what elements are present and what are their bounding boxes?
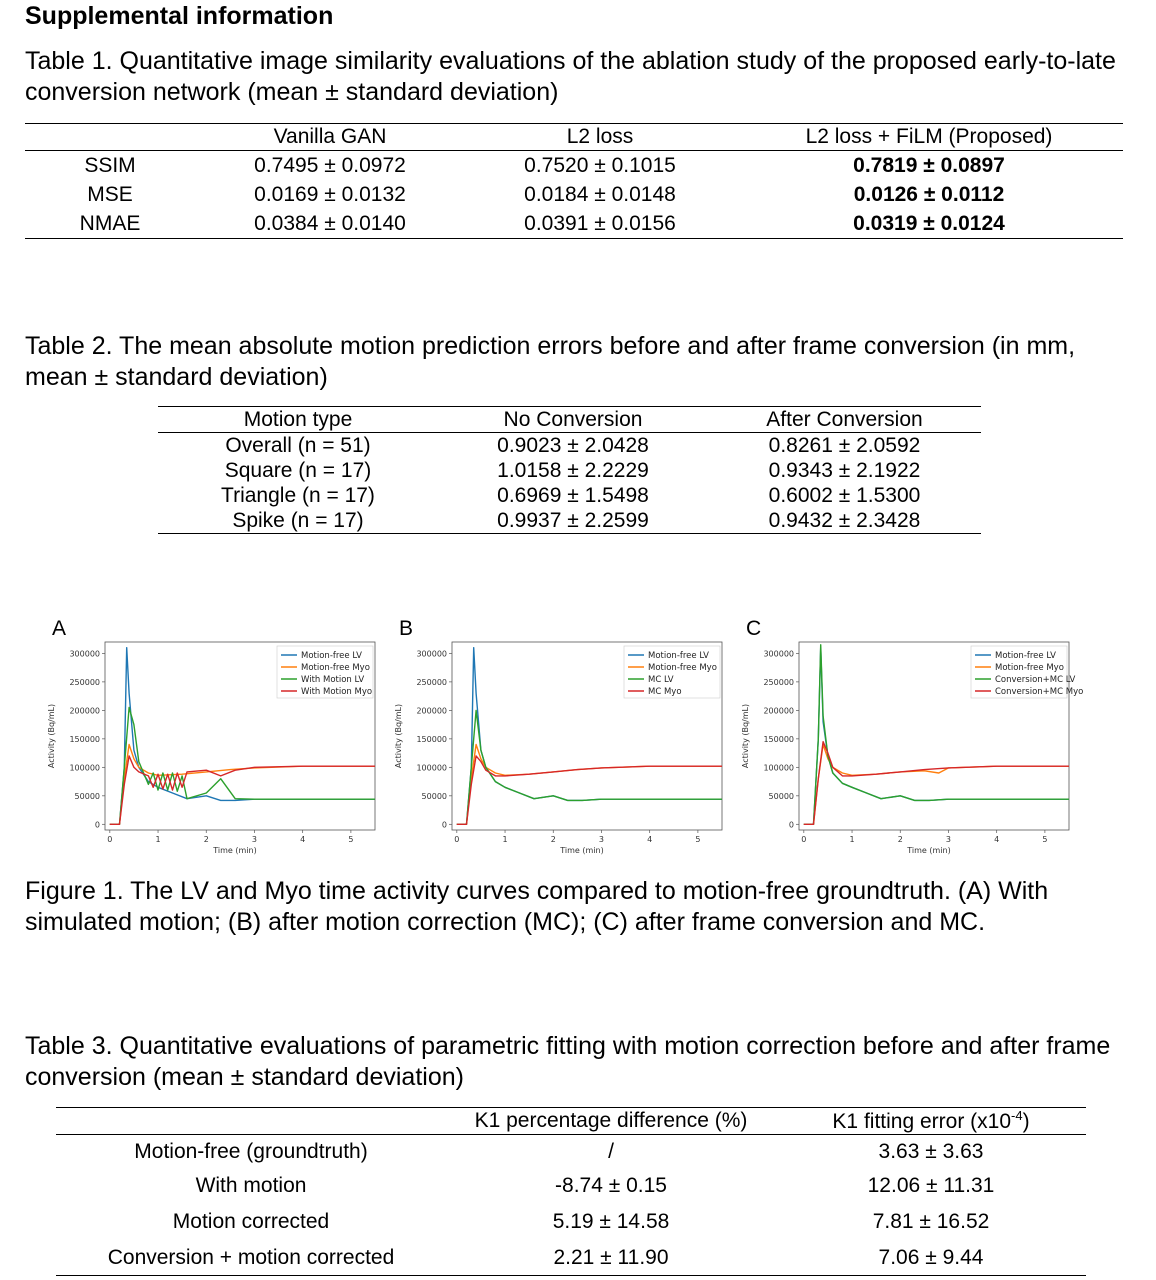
table-cell-best: 0.7819 ± 0.0897 bbox=[853, 153, 1005, 177]
chart-a bbox=[40, 615, 385, 865]
table-row bbox=[56, 1241, 1086, 1276]
y-tick-label: 50000 bbox=[74, 791, 100, 801]
row-label: NMAE bbox=[79, 211, 141, 235]
table-row bbox=[158, 508, 981, 534]
panel-letter-a: A bbox=[52, 617, 67, 640]
y-tick-label: 300000 bbox=[763, 649, 794, 659]
table3-header-k1-fitting-error bbox=[776, 1108, 1086, 1135]
table2-caption: Table 2. The mean absolute motion prediction errors before and after frame conversion (in mm, mean ± standard deviation) bbox=[25, 332, 1076, 391]
table-cell: 3.63 ± 3.63 bbox=[878, 1140, 984, 1163]
table-cell: 5.19 ± 14.58 bbox=[552, 1210, 670, 1233]
table-cell: 2.21 ± 11.90 bbox=[553, 1246, 669, 1269]
table1-caption: Table 1. Quantitative image similarity evaluations of the ablation study of the proposed early-to-late conversion network (mean ± standard deviation) bbox=[25, 47, 1116, 106]
row-label: SSIM bbox=[84, 153, 136, 177]
x-tick-label: 5 bbox=[348, 835, 354, 844]
table-cell-best: 0.0126 ± 0.0112 bbox=[853, 182, 1005, 206]
x-tick-label: 2 bbox=[897, 835, 903, 844]
y-tick-label: 50000 bbox=[768, 791, 794, 801]
table-row bbox=[158, 458, 981, 483]
table-cell: 0.0184 ± 0.0148 bbox=[524, 182, 676, 206]
series-line-2 bbox=[457, 745, 722, 825]
table-cell: 7.06 ± 9.44 bbox=[878, 1246, 984, 1269]
y-tick-label: 100000 bbox=[416, 763, 447, 773]
figure1-panel-a bbox=[40, 615, 385, 865]
table-cell: 0.0384 ± 0.0140 bbox=[254, 211, 406, 235]
legend-label: Motion-free LV bbox=[301, 651, 362, 661]
x-tick-label: 4 bbox=[300, 835, 306, 844]
table2-header-no-conversion: No Conversion bbox=[438, 407, 708, 433]
x-tick-label: 2 bbox=[550, 835, 556, 844]
x-tick-label: 0 bbox=[801, 835, 807, 844]
table-cell: 1.0158 ± 2.2229 bbox=[497, 458, 649, 482]
row-label: Motion-free (groundtruth) bbox=[134, 1140, 368, 1163]
table-cell: -8.74 ± 0.15 bbox=[555, 1174, 667, 1197]
series-line-3 bbox=[457, 710, 722, 824]
table1-header-l2-loss: L2 loss bbox=[465, 124, 735, 151]
header-superscript: -4 bbox=[1011, 1108, 1023, 1123]
x-axis-label: Time (min) bbox=[213, 846, 257, 855]
y-tick-label: 200000 bbox=[763, 706, 794, 716]
table-cell: 0.9432 ± 2.3428 bbox=[768, 508, 921, 532]
table-cell: 0.0169 ± 0.0132 bbox=[254, 182, 406, 206]
y-tick-label: 100000 bbox=[69, 763, 100, 773]
header-text-end: ) bbox=[1022, 1110, 1030, 1133]
table-row bbox=[56, 1203, 1086, 1241]
legend-label: MC Myo bbox=[648, 687, 682, 697]
supplemental-heading: Supplemental information bbox=[25, 2, 334, 30]
x-tick-label: 3 bbox=[598, 835, 605, 844]
table-cell: 7.81 ± 16.52 bbox=[872, 1210, 990, 1233]
y-tick-label: 0 bbox=[94, 820, 100, 830]
table-cell: 0.9937 ± 2.2599 bbox=[497, 508, 649, 532]
table3-header-k1-percentage: K1 percentage difference (%) bbox=[446, 1108, 776, 1135]
y-tick-label: 250000 bbox=[69, 677, 100, 687]
x-tick-label: 4 bbox=[647, 835, 653, 844]
y-tick-label: 150000 bbox=[763, 734, 794, 744]
y-tick-label: 200000 bbox=[69, 706, 100, 716]
x-tick-label: 5 bbox=[695, 835, 701, 844]
y-tick-label: 100000 bbox=[763, 763, 794, 773]
legend-label: Motion-free Myo bbox=[301, 663, 370, 673]
table-cell: 0.9023 ± 2.0428 bbox=[497, 433, 649, 457]
table-row bbox=[56, 1169, 1086, 1203]
series-line-4 bbox=[804, 742, 1069, 825]
x-tick-label: 1 bbox=[849, 835, 855, 844]
series-line-4 bbox=[457, 756, 722, 824]
row-label: With motion bbox=[195, 1174, 307, 1197]
x-tick-label: 0 bbox=[454, 835, 460, 844]
legend-label: Motion-free LV bbox=[648, 651, 709, 661]
table-cell: 0.6002 ± 1.5300 bbox=[768, 483, 921, 507]
table1-header-proposed: L2 loss + FiLM (Proposed) bbox=[735, 124, 1123, 151]
legend-label: With Motion Myo bbox=[301, 687, 373, 697]
table-cell: 0.7520 ± 0.1015 bbox=[524, 153, 676, 177]
figure1-caption: Figure 1. The LV and Myo time activity curves compared to motion-free groundtruth. (A) With simulated motion; (B) after motion correction (MC); (C) after frame conversion and MC. bbox=[25, 877, 1049, 936]
row-label: MSE bbox=[87, 182, 133, 206]
y-tick-label: 250000 bbox=[763, 677, 794, 687]
x-tick-label: 2 bbox=[203, 835, 209, 844]
table-cell: 0.6969 ± 1.5498 bbox=[497, 483, 649, 507]
row-label: Motion corrected bbox=[172, 1210, 330, 1233]
header-text: K1 fitting error (x10 bbox=[832, 1110, 1011, 1133]
series-line-2 bbox=[110, 745, 375, 825]
table-row bbox=[158, 433, 981, 459]
table-row bbox=[158, 483, 981, 508]
y-tick-label: 0 bbox=[788, 820, 794, 830]
x-tick-label: 3 bbox=[945, 835, 952, 844]
legend-label: Motion-free Myo bbox=[648, 663, 717, 673]
y-tick-label: 250000 bbox=[416, 677, 447, 687]
table1 bbox=[25, 123, 1123, 239]
y-tick-label: 150000 bbox=[416, 734, 447, 744]
y-axis-label: Activity (Bq/mL) bbox=[741, 703, 750, 769]
legend-label: With Motion LV bbox=[301, 675, 365, 685]
table-row bbox=[56, 1135, 1086, 1170]
y-tick-label: 50000 bbox=[421, 791, 447, 801]
table-row bbox=[25, 209, 1123, 239]
y-axis-label: Activity (Bq/mL) bbox=[47, 703, 56, 769]
x-tick-label: 1 bbox=[502, 835, 508, 844]
legend-label: MC LV bbox=[648, 675, 674, 685]
y-tick-label: 300000 bbox=[69, 649, 100, 659]
figure1-panel-c bbox=[734, 615, 1084, 865]
table2-header-after-conversion: After Conversion bbox=[708, 407, 981, 433]
table-cell: 0.7495 ± 0.0972 bbox=[254, 153, 406, 177]
row-label: Conversion + motion corrected bbox=[107, 1246, 395, 1269]
legend-label: Motion-free Myo bbox=[995, 663, 1064, 673]
row-label: Overall (n = 51) bbox=[225, 433, 371, 457]
table-cell: 0.8261 ± 2.0592 bbox=[768, 433, 921, 457]
table1-header-blank bbox=[25, 124, 195, 151]
row-label: Spike (n = 17) bbox=[232, 508, 364, 532]
y-tick-label: 300000 bbox=[416, 649, 447, 659]
row-label: Triangle (n = 17) bbox=[221, 483, 375, 507]
legend-label: Conversion+MC Myo bbox=[995, 687, 1084, 697]
table2 bbox=[158, 406, 981, 534]
table-row bbox=[25, 180, 1123, 209]
x-axis-label: Time (min) bbox=[907, 846, 951, 855]
x-tick-label: 1 bbox=[155, 835, 161, 844]
row-label: Square (n = 17) bbox=[224, 458, 372, 482]
x-tick-label: 4 bbox=[994, 835, 1000, 844]
table3-header-blank bbox=[56, 1108, 446, 1135]
y-tick-label: 150000 bbox=[69, 734, 100, 744]
panel-letter-c: C bbox=[746, 617, 762, 640]
table-cell: 12.06 ± 11.31 bbox=[867, 1174, 995, 1197]
y-tick-label: 0 bbox=[441, 820, 447, 830]
legend-label: Conversion+MC LV bbox=[995, 675, 1076, 685]
table1-header-vanilla-gan: Vanilla GAN bbox=[195, 124, 465, 151]
figure1-panel-b bbox=[387, 615, 732, 865]
table2-header-motion-type: Motion type bbox=[158, 407, 438, 433]
x-tick-label: 5 bbox=[1042, 835, 1048, 844]
table3 bbox=[56, 1107, 1086, 1276]
x-axis-label: Time (min) bbox=[560, 846, 604, 855]
y-tick-label: 200000 bbox=[416, 706, 447, 716]
table-cell: / bbox=[608, 1140, 614, 1163]
y-axis-label: Activity (Bq/mL) bbox=[394, 703, 403, 769]
table-cell-best: 0.0319 ± 0.0124 bbox=[853, 211, 1005, 235]
chart-b bbox=[387, 615, 732, 865]
panel-letter-b: B bbox=[399, 617, 414, 640]
table-cell: 0.0391 ± 0.0156 bbox=[524, 211, 676, 235]
table-cell: 0.9343 ± 2.1922 bbox=[768, 458, 921, 482]
x-tick-label: 3 bbox=[251, 835, 258, 844]
table-row bbox=[25, 151, 1123, 181]
chart-c bbox=[734, 615, 1084, 865]
x-tick-label: 0 bbox=[107, 835, 113, 844]
legend-label: Motion-free LV bbox=[995, 651, 1056, 661]
series-line-4 bbox=[110, 756, 375, 824]
table3-caption: Table 3. Quantitative evaluations of parametric fitting with motion correction before and after frame conversion (mean ± standard deviation) bbox=[25, 1032, 1111, 1091]
